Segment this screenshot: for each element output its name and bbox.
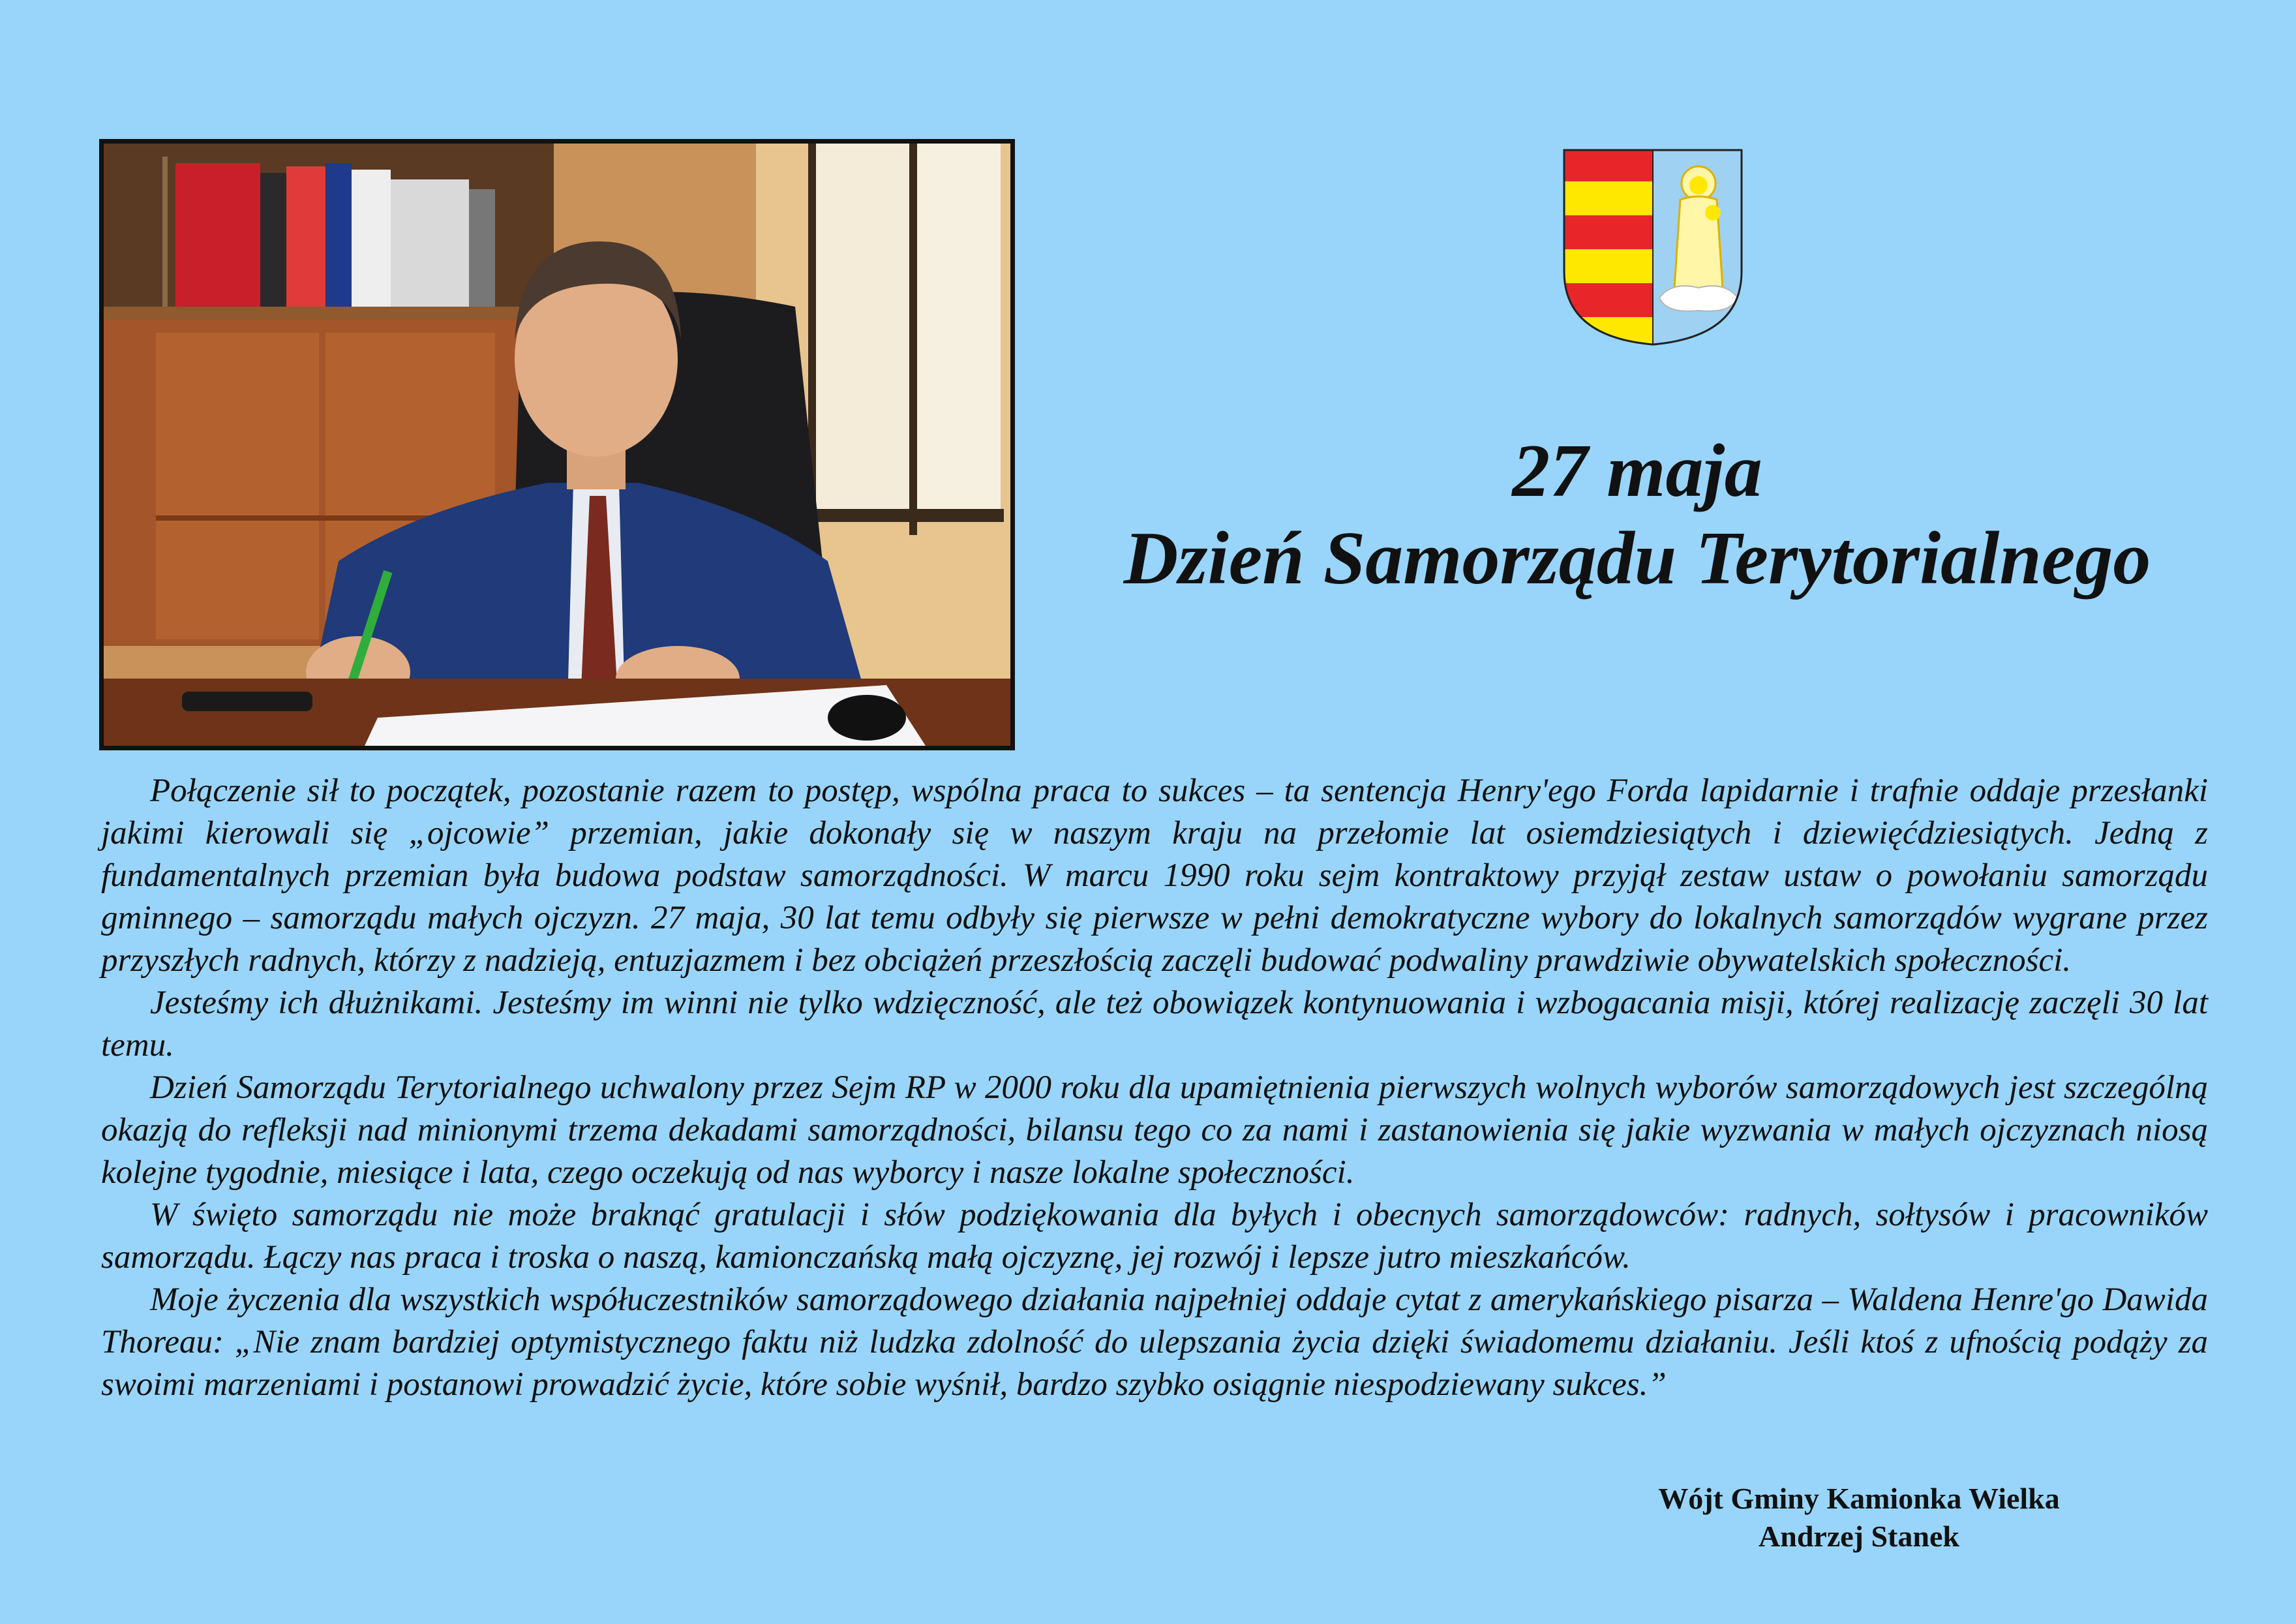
signature-title: Wójt Gminy Kamionka Wielka — [1658, 1482, 2060, 1515]
paragraph: Połączenie sił to początek, pozostanie razem to postęp, wspólna praca to sukces – ta sentencja Henry'ego Forda lapidarnie i trafnie oddaje przesłanki jakimi kierowali się „ojcowie” przemian, jakie dokonały się w naszym kraju na przełomie lat osiemdziesiątych i dziewięćdziesiątych. Jedną z fundamentalnych przemian była budowa podstaw samorządności. W marcu 1990 roku sejm kontraktowy przyjął zestaw ustaw o powołaniu samorządu gminnego – samorządu małych ojczyzn. 27 maja, 30 lat temu odbyły się pierwsze w pełni demokratyczne wybory do lokalnych samorządów wygrane przez przyszłych radnych, którzy z nadzieją, entuzjazmem i bez obciążeń przeszłością zaczęli budować podwaliny prawdziwie obywatelskich społeczności. — [101, 773, 2208, 979]
paragraph: Moje życzenia dla wszystkich współuczestników samorządowego działania najpełniej oddaje cytat z amerykańskiego pisarza – Waldena Henre'go Dawida Thoreau: „Nie znam bardziej optymistycznego faktu niż ludzka zdolność do ulepszania życia dzięki świadomemu działaniu. Jeśli ktoś z ufnością podąży za swoimi marzeniami i postanowi prowadzić życie, które sobie wyśnił, bardzo szybko osiągnie niespodziewany sukces.” — [101, 1281, 2208, 1403]
title-date: 27 maja — [1512, 429, 1762, 513]
paragraph: Jesteśmy ich dłużnikami. Jesteśmy im winni nie tylko wdzięczność, ale też obowiązek kontynuowania i wzbogacania misji, której realizację zaczęli 30 lat temu. — [101, 985, 2208, 1064]
page-title — [1031, 427, 2244, 602]
portrait-photo — [99, 139, 1015, 750]
signature-name: Andrzej Stanek — [1759, 1520, 1959, 1553]
title-event: Dzień Samorządu Terytorialnego — [1123, 517, 2151, 600]
paragraph: W święto samorządu nie może braknąć gratulacji i słów podziękowania dla byłych i obecnych samorządowców: radnych, sołtysów i pracowników samorządu. Łączy nas praca i troska o naszą, kamionczańską małą ojczyznę, jej rozwój i lepsze jutro mieszkańców. — [101, 1197, 2208, 1276]
portrait-illustration — [104, 144, 1010, 746]
signature — [1565, 1480, 2152, 1555]
coat-of-arms-icon — [1562, 147, 1744, 347]
paragraph: Dzień Samorządu Terytorialnego uchwalony przez Sejm RP w 2000 roku dla upamiętnienia pierwszych wolnych wyborów samorządowych jest szczególną okazją do refleksji nad minionymi trzema dekadami samorządności, bilansu tego co za nami i zastanowienia się jakie wyzwania w małych ojczyznach niosą kolejne tygodnie, miesiące i lata, czego oczekują od nas wyborcy i nasze lokalne społeczności. — [101, 1069, 2208, 1191]
letter-body — [101, 770, 2208, 1406]
